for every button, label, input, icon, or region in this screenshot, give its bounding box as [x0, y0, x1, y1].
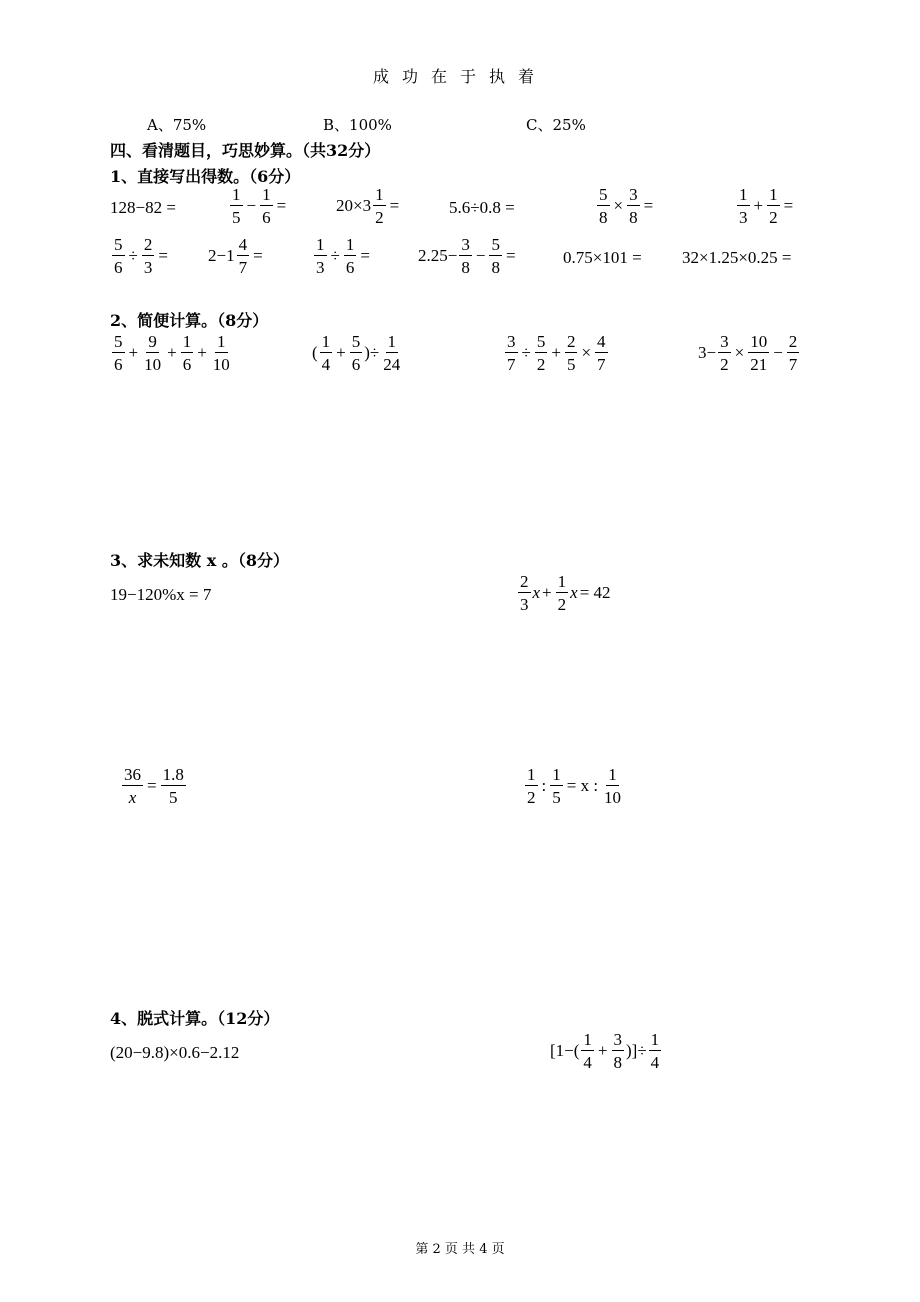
q1-expr-2: $\frac{1}{5}$ − $\frac{1}{6}$ = — [232, 185, 287, 227]
q1-expr-6: $\frac{1}{3}$ + $\frac{1}{2}$ = — [739, 185, 794, 227]
q1-expr-10: 2.25− $\frac{3}{8}$ − $\frac{5}{8}$ = — [418, 235, 516, 277]
q1-expr-9: $\frac{1}{3}$ ÷ $\frac{1}{6}$ = — [316, 235, 370, 277]
option-a: A、75% — [147, 116, 207, 134]
q1-expr-8: 2 −1 $\frac{4}{7}$ = — [208, 235, 263, 277]
q3-expr-4: $\frac{1}{2}$ : $\frac{1}{5}$ = x : $\frac{1}{10}$ — [527, 765, 622, 807]
page-header: 成功在于执着 — [372, 67, 547, 86]
q2-title: 2、简便计算。（8分） — [110, 311, 269, 330]
q4-expr-1: (20−9.8)×0.6−2.12 — [110, 1043, 240, 1062]
q1-expr-3: 20×3 $\frac{1}{2}$ = — [336, 185, 400, 227]
section-title: 四、看清题目，巧思妙算。（共32分） — [110, 141, 381, 160]
q2-expr-3: $\frac{3}{7}$ ÷ $\frac{5}{2}$ + $\frac{2}{5}$ × $\frac{4}{7}$ — [507, 332, 606, 374]
q2-expr-4: 3− $\frac{3}{2}$ × $\frac{10}{21}$ − $\frac{2}{7}$ — [698, 332, 798, 374]
q1-expr-12: 32×1.25×0.25 = — [682, 248, 792, 267]
q1-expr-1: 128−82 = — [110, 198, 176, 217]
q2-expr-1: $\frac{5}{6}$ + $\frac{9}{10}$ + $\frac{1}{6}$ + $\frac{1}{10}$ — [114, 332, 230, 374]
q1-expr-11: 0.75×101 = — [563, 248, 642, 267]
q4-expr-2: [1−( $\frac{1}{4}$ + $\frac{3}{8}$ )]÷ $\frac{1}{4}$ — [550, 1030, 660, 1072]
q2-expr-2: ( $\frac{1}{4}$ + $\frac{5}{6}$ )÷ $\frac{1}{24}$ — [312, 332, 401, 374]
q3-expr-1: 19−120%x = 7 — [110, 585, 212, 604]
option-c: C、25% — [526, 116, 586, 134]
q4-title: 4、脱式计算。（12分） — [110, 1009, 280, 1028]
q1-expr-4: 5.6÷0.8 = — [449, 198, 515, 217]
page-footer: 第 2 页 共 4 页 — [415, 1242, 505, 1257]
q1-expr-7: $\frac{5}{6}$ ÷ $\frac{2}{3}$ = — [114, 235, 168, 277]
q1-title: 1、直接写出得数。（6分） — [110, 167, 301, 186]
q1-expr-5: $\frac{5}{8}$ × $\frac{3}{8}$ = — [599, 185, 654, 227]
option-b: B、100% — [323, 116, 392, 134]
q3-expr-2: $\frac{2}{3}$ x + $\frac{1}{2}$ x = 42 — [520, 572, 611, 614]
q3-title: 3、求未知数 x 。（8分） — [110, 551, 289, 570]
q3-expr-3: $\frac{36}{x}$ = $\frac{1.8}{5}$ — [124, 765, 184, 807]
